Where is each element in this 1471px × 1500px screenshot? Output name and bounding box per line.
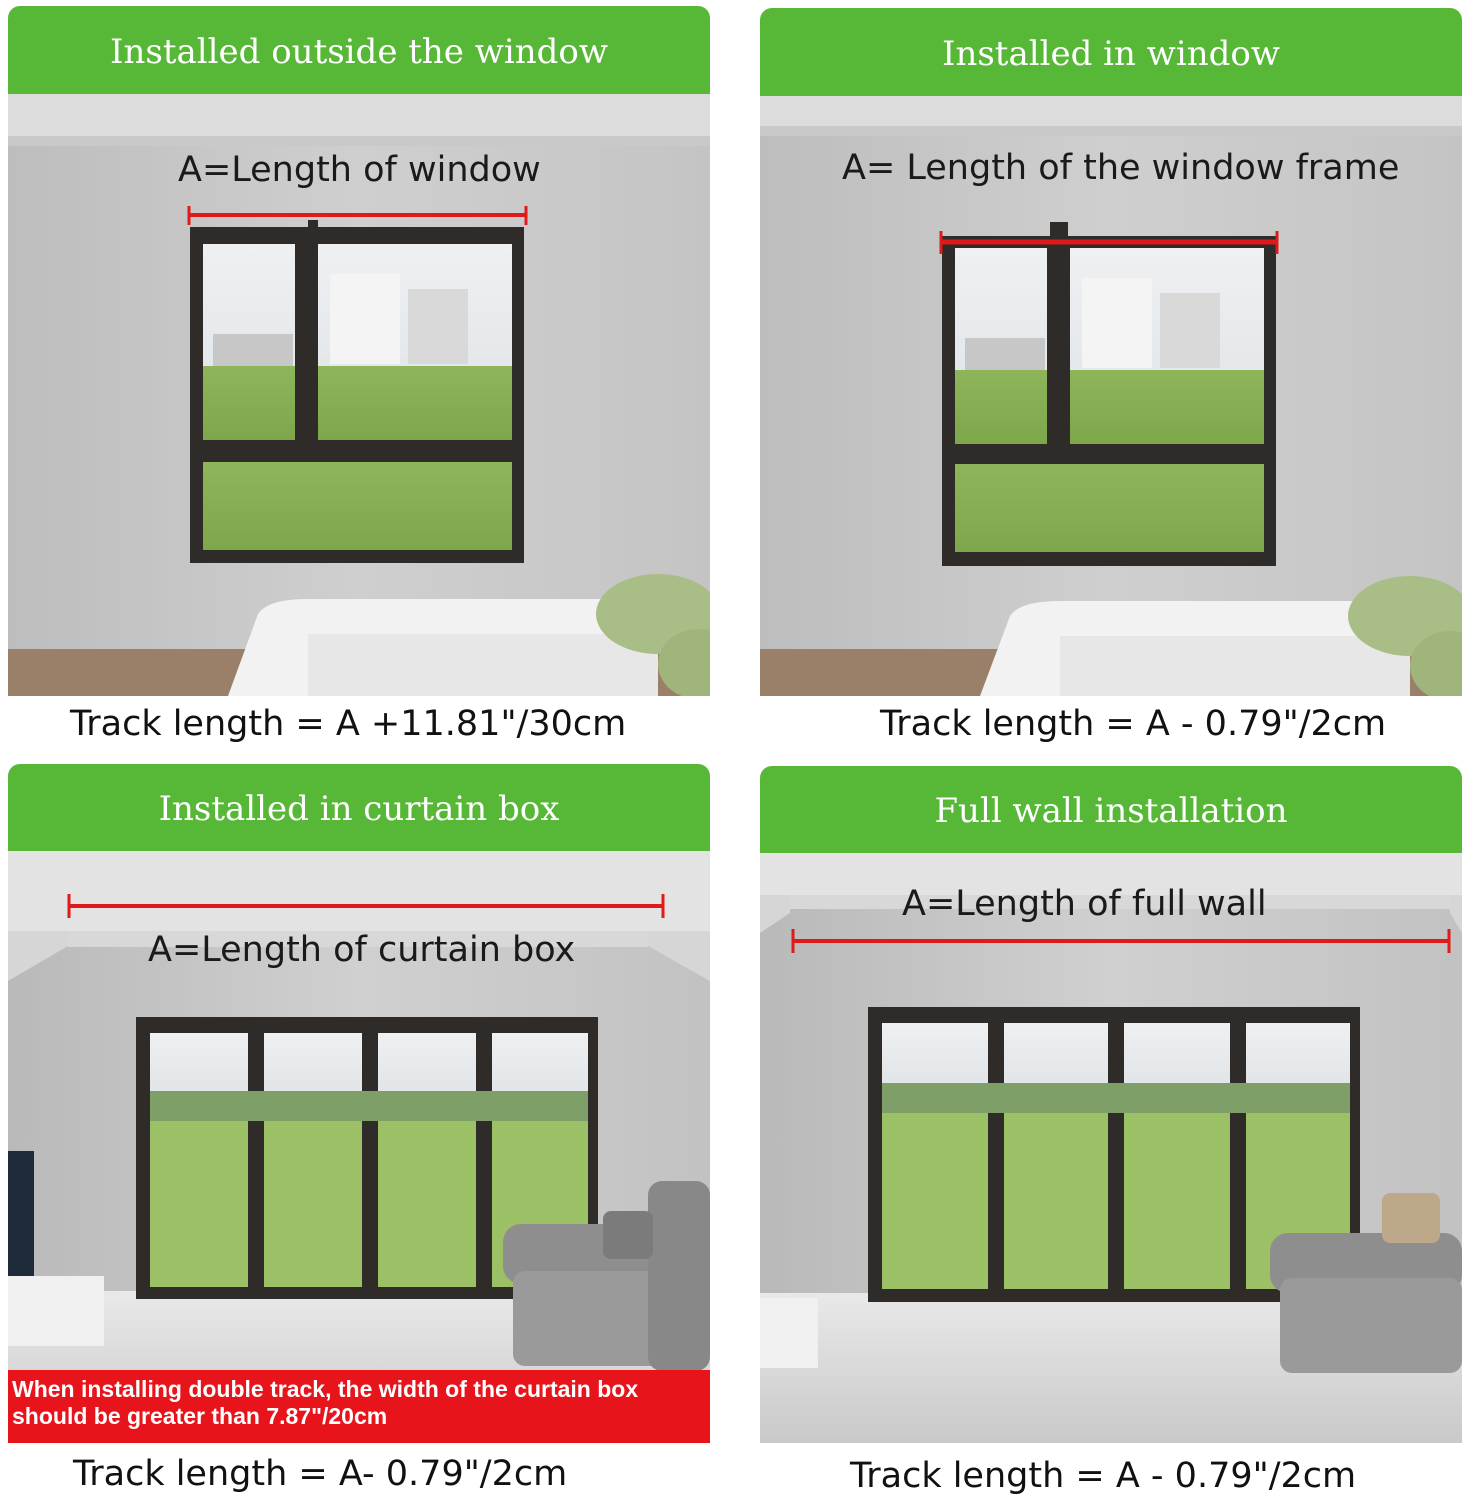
track-length-formula: Track length = A- 0.79"/2cm — [73, 1454, 568, 1494]
measure-label: A=Length of full wall — [902, 884, 1267, 924]
measure-label: A= Length of the window frame — [842, 148, 1400, 188]
measure-label: A=Length of curtain box — [148, 930, 576, 970]
panel-title: Installed in window — [760, 8, 1462, 96]
measure-label: A=Length of window — [178, 150, 541, 190]
track-length-formula: Track length = A - 0.79"/2cm — [850, 1456, 1357, 1496]
room-scene-living-room — [760, 853, 1462, 1443]
warning-text-line1: When installing double track, the width of the curtain box — [12, 1376, 639, 1402]
panel-full-wall — [760, 766, 1462, 1500]
panel-title: Installed in curtain box — [8, 764, 710, 851]
track-length-formula: Track length = A +11.81"/30cm — [70, 704, 627, 744]
panel-curtain-box — [8, 764, 710, 1500]
panel-in-window — [760, 8, 1462, 753]
warning-text-line2: should be greater than 7.87"/20cm — [12, 1403, 388, 1429]
panel-title: Installed outside the window — [8, 6, 710, 94]
panel-title: Full wall installation — [760, 766, 1462, 853]
track-length-formula: Track length = A - 0.79"/2cm — [880, 704, 1387, 744]
panel-outside-window — [8, 6, 710, 751]
warning-banner — [8, 1370, 710, 1443]
